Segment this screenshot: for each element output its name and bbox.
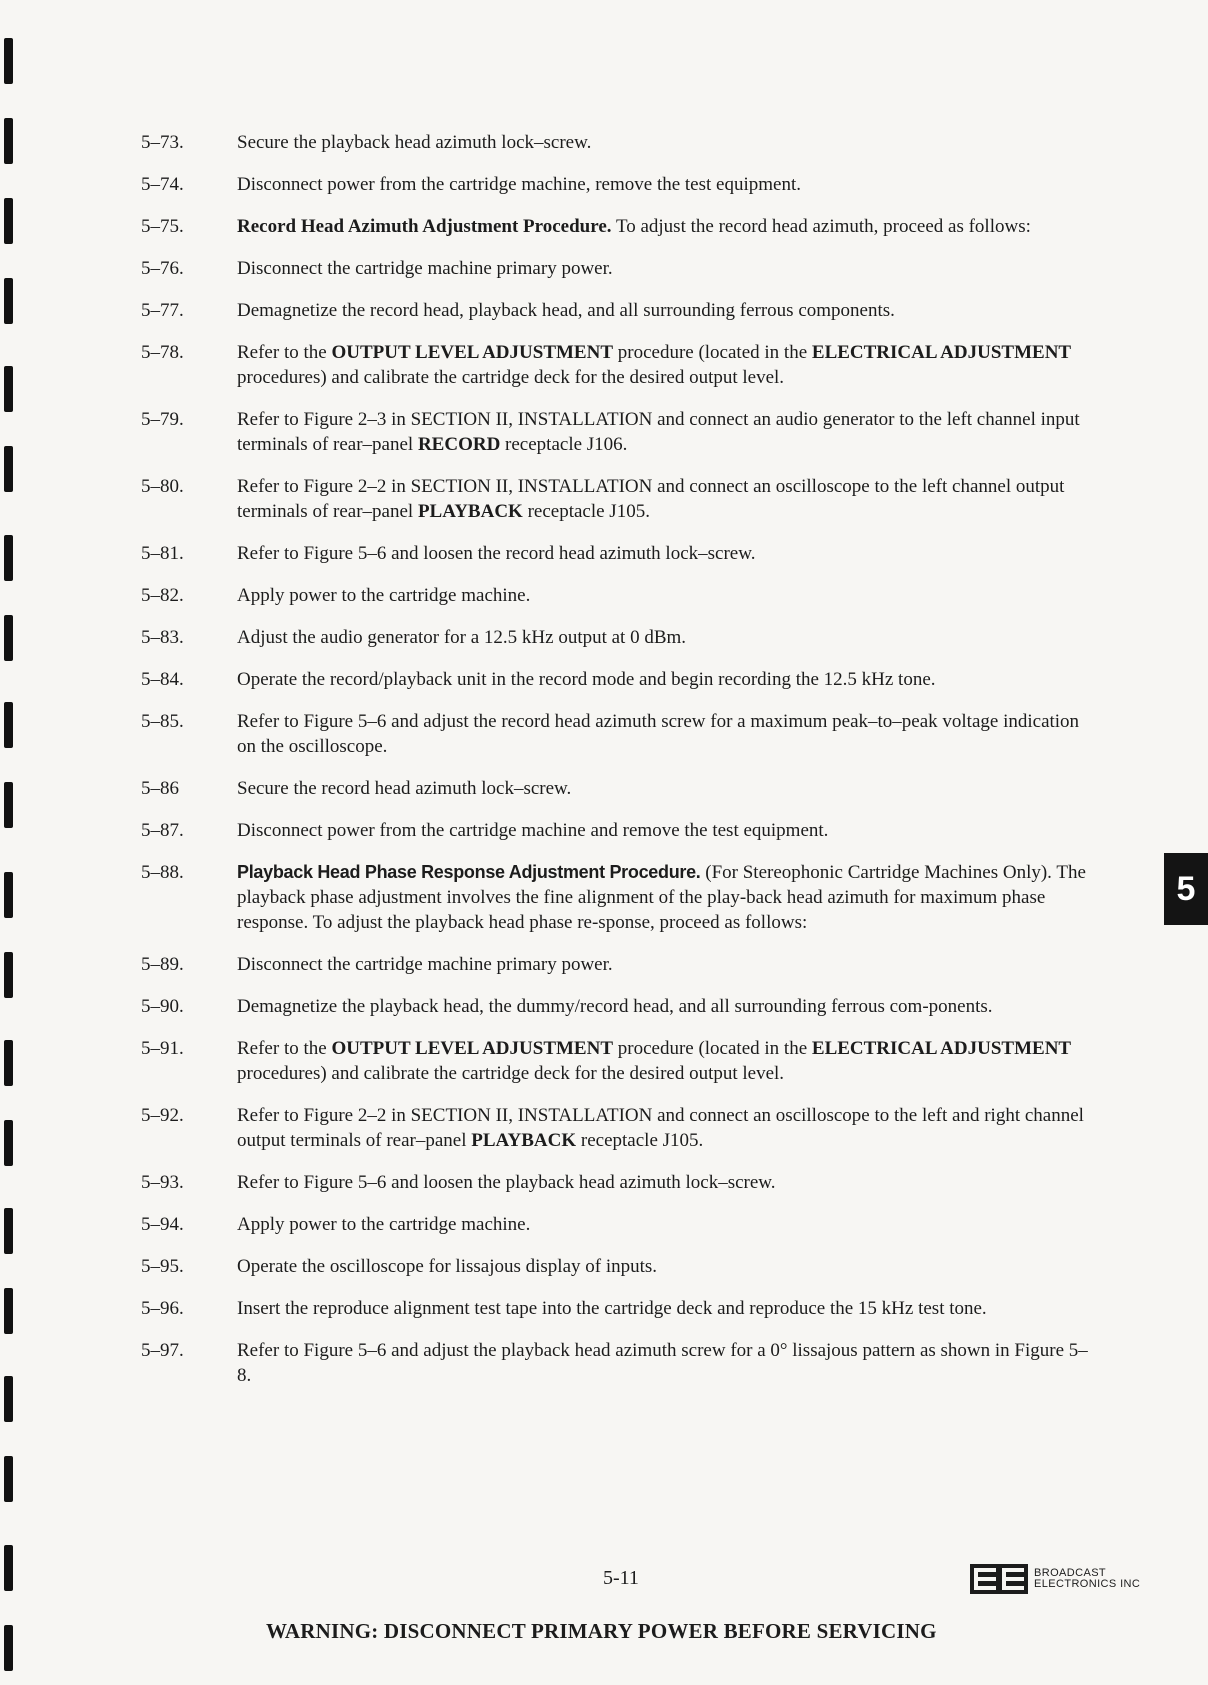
step-emphasis: Record Head Azimuth Adjustment Procedure.	[237, 216, 612, 237]
step-text	[237, 474, 1101, 524]
step-number: 5–84.	[141, 669, 184, 690]
step-text	[237, 214, 1101, 239]
step-number: 5–73.	[141, 132, 184, 153]
step-number: 5–96.	[141, 1298, 184, 1319]
binding-holes	[0, 0, 20, 1685]
binding-hole	[4, 535, 13, 581]
step-number: 5–87.	[141, 820, 184, 841]
step-emphasis: ELECTRICAL ADJUSTMENT	[811, 342, 1072, 363]
step-text-run: Apply power to the cartridge machine.	[237, 585, 531, 606]
step-text	[237, 172, 1101, 197]
step-number: 5–97.	[141, 1340, 184, 1361]
step-text	[237, 709, 1101, 759]
procedure-step	[141, 709, 1101, 759]
binding-hole	[4, 872, 13, 918]
step-number: 5–82.	[141, 585, 184, 606]
step-text-run: Demagnetize the playback head, the dummy/record head, and all surrounding ferrous com-ponents.	[237, 996, 993, 1017]
binding-hole	[4, 1040, 13, 1086]
binding-hole	[4, 1625, 13, 1671]
step-text	[237, 1254, 1101, 1279]
step-number: 5–81.	[141, 543, 184, 564]
step-text	[237, 1212, 1101, 1237]
step-text-run: Apply power to the cartridge machine.	[237, 1214, 531, 1235]
step-text-run: procedure (located in the	[613, 1038, 812, 1059]
step-number: 5–78.	[141, 342, 184, 363]
step-text-run: procedures) and calibrate the cartridge deck for the desired output level.	[237, 367, 785, 388]
step-number: 5–75.	[141, 216, 184, 237]
step-text	[237, 1338, 1101, 1388]
step-text-run: Disconnect the cartridge machine primary power.	[237, 258, 613, 279]
step-text-run: Refer to the	[237, 342, 332, 363]
step-number: 5–93.	[141, 1172, 184, 1193]
procedure-step	[141, 625, 1101, 650]
step-text-run: receptacle J106.	[500, 434, 628, 455]
step-emphasis: Playback Head Phase Response Adjustment Procedure.	[237, 862, 701, 882]
procedure-step	[141, 1212, 1101, 1237]
step-number: 5–95.	[141, 1256, 184, 1277]
step-number: 5–74.	[141, 174, 184, 195]
step-text-run: Operate the record/playback unit in the record mode and begin recording the 12.5 kHz tone.	[237, 669, 936, 690]
binding-hole	[4, 198, 13, 244]
step-text-run: Refer to Figure 5–6 and adjust the playback head azimuth screw for a 0° lissajous pattern as shown in Figure 5–8.	[237, 1340, 1088, 1386]
procedure-step	[141, 130, 1101, 155]
step-text-run: To adjust the record head azimuth, proceed as follows:	[611, 216, 1031, 237]
procedure-step	[141, 776, 1101, 801]
step-text-run: procedures) and calibrate the cartridge deck for the desired output level.	[237, 1063, 785, 1084]
step-number: 5–77.	[141, 300, 184, 321]
binding-hole	[4, 1376, 13, 1422]
procedure-step	[141, 214, 1101, 239]
step-text-run: Adjust the audio generator for a 12.5 kHz output at 0 dBm.	[237, 627, 687, 648]
step-emphasis: OUTPUT LEVEL ADJUSTMENT	[331, 1038, 613, 1059]
procedure-step	[141, 541, 1101, 566]
step-text	[237, 625, 1101, 650]
binding-hole	[4, 615, 13, 661]
procedure-step	[141, 860, 1101, 935]
binding-hole	[4, 1456, 13, 1502]
step-emphasis: PLAYBACK	[471, 1130, 577, 1151]
step-number: 5–90.	[141, 996, 184, 1017]
step-text-run: Disconnect the cartridge machine primary power.	[237, 954, 613, 975]
step-text	[237, 776, 1101, 801]
step-number: 5–85.	[141, 711, 184, 732]
step-text	[237, 583, 1101, 608]
step-text	[237, 994, 1101, 1019]
step-text-run: Disconnect power from the cartridge machine and remove the test equipment.	[237, 820, 829, 841]
step-text-run: Operate the oscilloscope for lissajous display of inputs.	[237, 1256, 658, 1277]
step-text	[237, 952, 1101, 977]
procedure-step	[141, 1338, 1101, 1388]
procedure-step	[141, 583, 1101, 608]
step-text	[237, 1170, 1101, 1195]
step-text	[237, 1296, 1101, 1321]
procedure-step	[141, 340, 1101, 390]
step-text-run: (For Stereophonic Cartridge Machines Only). The playback phase adjustment involves the fine alignment of the play-back head azimuth for maximum phase response. To adjust the playback head phase re-sponse, proceed as follows:	[237, 862, 1086, 933]
step-emphasis: OUTPUT LEVEL ADJUSTMENT	[331, 342, 613, 363]
step-emphasis: RECORD	[417, 434, 501, 455]
step-text-run: Refer to Figure 2–2 in SECTION II, INSTALLATION and connect an oscilloscope to the left channel output terminals of rear–panel	[237, 476, 1065, 522]
step-text-run: procedure (located in the	[613, 342, 812, 363]
step-text-run: receptacle J105.	[576, 1130, 704, 1151]
warning-footer: WARNING: DISCONNECT PRIMARY POWER BEFORE SERVICING	[266, 1619, 937, 1643]
step-number: 5–83.	[141, 627, 184, 648]
section-tab: 5	[1164, 853, 1208, 925]
step-text	[237, 667, 1101, 692]
step-text	[237, 541, 1101, 566]
binding-hole	[4, 782, 13, 828]
procedure-step	[141, 256, 1101, 281]
step-text	[237, 340, 1101, 390]
company-name-line2: ELECTRONICS INC	[1034, 1578, 1141, 1590]
procedure-step	[141, 474, 1101, 524]
company-name-line1: BROADCAST	[1034, 1567, 1107, 1579]
binding-hole	[4, 118, 13, 164]
step-number: 5–86	[141, 778, 179, 799]
step-text-run: Refer to Figure 2–2 in SECTION II, INSTALLATION and connect an oscilloscope to the left and right channel output terminals of rear–panel	[237, 1105, 1084, 1151]
step-text	[237, 1036, 1101, 1086]
step-text-run: Secure the record head azimuth lock–screw.	[237, 778, 572, 799]
step-text	[237, 256, 1101, 281]
step-text-run: Refer to Figure 2–3 in SECTION II, INSTALLATION and connect an audio generator to the left channel input terminals of rear–panel	[237, 409, 1080, 455]
binding-hole	[4, 1288, 13, 1334]
procedure-step	[141, 1296, 1101, 1321]
procedure-step	[141, 298, 1101, 323]
step-number: 5–79.	[141, 409, 184, 430]
step-text-run: Refer to Figure 5–6 and adjust the record head azimuth screw for a maximum peak–to–peak voltage indication on the oscilloscope.	[237, 711, 1080, 757]
step-text-run: Insert the reproduce alignment test tape into the cartridge deck and reproduce the 15 kHz test tone.	[237, 1298, 987, 1319]
binding-hole	[4, 952, 13, 998]
step-text	[237, 818, 1101, 843]
step-text	[237, 860, 1101, 935]
step-number: 5–80.	[141, 476, 184, 497]
step-emphasis: PLAYBACK	[417, 501, 523, 522]
binding-hole	[4, 278, 13, 324]
step-number: 5–89.	[141, 954, 184, 975]
step-number: 5–88.	[141, 862, 184, 883]
binding-hole	[4, 702, 13, 748]
binding-hole	[4, 366, 13, 412]
binding-hole	[4, 38, 13, 84]
procedure-step	[141, 1254, 1101, 1279]
step-text-run: receptacle J105.	[522, 501, 650, 522]
step-text-run: Refer to the	[237, 1038, 332, 1059]
step-text-run: Demagnetize the record head, playback head, and all surrounding ferrous components.	[237, 300, 895, 321]
procedure-step	[141, 818, 1101, 843]
be-logo-icon	[970, 1564, 1028, 1594]
step-text-run: Refer to Figure 5–6 and loosen the playback head azimuth lock–screw.	[237, 1172, 776, 1193]
step-number: 5–92.	[141, 1105, 184, 1126]
step-text	[237, 130, 1101, 155]
procedure-step	[141, 667, 1101, 692]
procedure-step	[141, 952, 1101, 977]
step-number: 5–76.	[141, 258, 184, 279]
binding-hole	[4, 446, 13, 492]
binding-hole	[4, 1545, 13, 1591]
company-name	[1034, 1568, 1140, 1590]
step-text-run: Secure the playback head azimuth lock–screw.	[237, 132, 592, 153]
binding-hole	[4, 1120, 13, 1166]
step-number: 5–91.	[141, 1038, 184, 1059]
procedure-step	[141, 1036, 1101, 1086]
binding-hole	[4, 1208, 13, 1254]
step-number: 5–94.	[141, 1214, 184, 1235]
page-number: 5-11	[603, 1567, 639, 1589]
procedure-list	[141, 130, 1101, 1405]
procedure-step	[141, 994, 1101, 1019]
step-text-run: Refer to Figure 5–6 and loosen the record head azimuth lock–screw.	[237, 543, 756, 564]
step-emphasis: ELECTRICAL ADJUSTMENT	[811, 1038, 1072, 1059]
procedure-step	[141, 407, 1101, 457]
step-text-run: Disconnect power from the cartridge machine, remove the test equipment.	[237, 174, 801, 195]
step-text	[237, 407, 1101, 457]
procedure-step	[141, 1170, 1101, 1195]
procedure-step	[141, 1103, 1101, 1153]
step-text	[237, 1103, 1101, 1153]
step-text	[237, 298, 1101, 323]
company-logo	[970, 1564, 1140, 1594]
procedure-step	[141, 172, 1101, 197]
